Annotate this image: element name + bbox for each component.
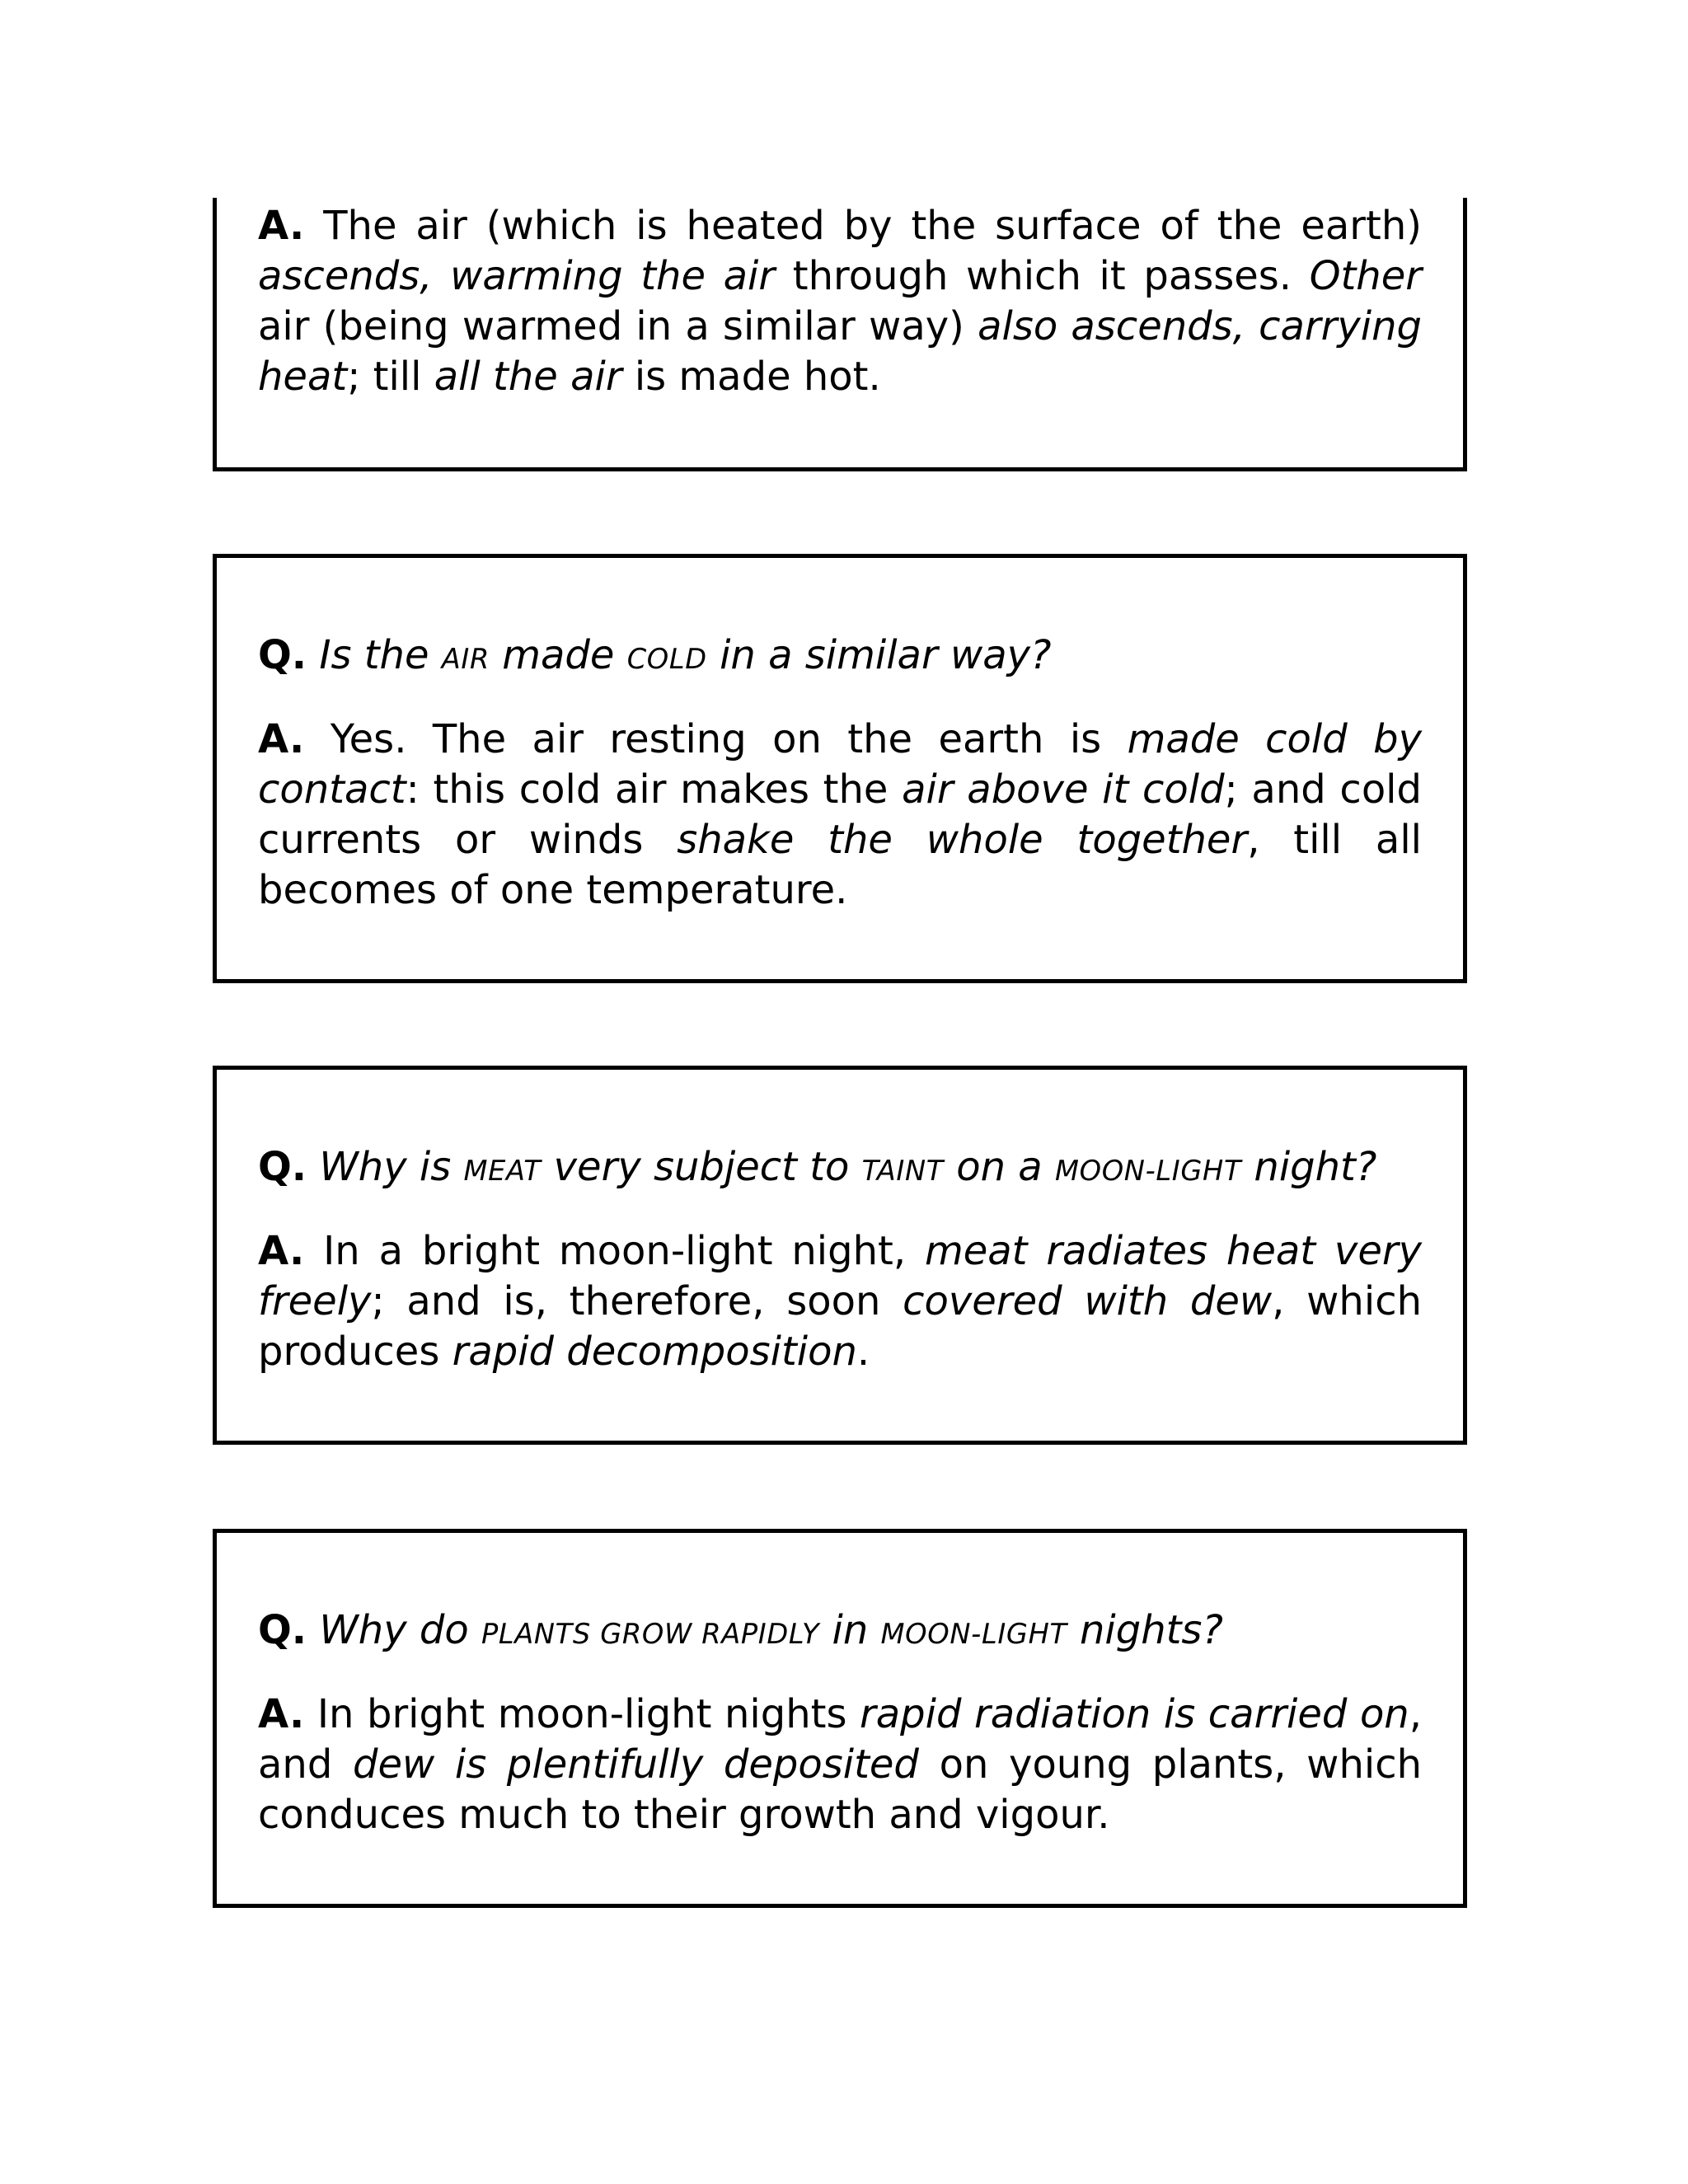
italic-run: in [819, 1607, 881, 1653]
text-run: ; and cold currents or winds [258, 766, 1422, 863]
italic-run: very subject to [541, 1144, 862, 1190]
question-label: Q. [258, 1607, 307, 1653]
italic-run: night? [1241, 1144, 1377, 1190]
italic-run: nights? [1067, 1607, 1223, 1653]
italic-run: also ascends, carrying heat [258, 303, 1422, 400]
small-caps-term: PLANTS GROW RAPIDLY [481, 1618, 820, 1650]
answer-body [258, 716, 1422, 913]
italic-run: Why is [319, 1144, 464, 1190]
text-run: through which it passes. [775, 253, 1310, 299]
small-caps-term: MOON-LIGHT [1054, 1155, 1242, 1187]
text-run: In bright moon-light nights [316, 1691, 860, 1737]
italic-run: made [490, 632, 627, 678]
text-run: ; till [347, 354, 434, 400]
italic-run: Is the [319, 632, 442, 678]
text-run: on young plants, which conduces much to their growth and vigour. [258, 1741, 1423, 1838]
text-run: ; and is, therefore, soon [371, 1278, 903, 1324]
italic-run: covered with dew [903, 1278, 1273, 1324]
italic-run: on a [943, 1144, 1055, 1190]
answer-body [258, 203, 1422, 400]
text-run: is made hot. [621, 354, 881, 400]
question-text [258, 1142, 1422, 1196]
italic-run: meat radiates heat very freely [258, 1228, 1423, 1324]
answer-text [258, 201, 1422, 402]
small-caps-term: AIR [441, 643, 490, 675]
question-body [319, 632, 1051, 678]
answer-label: A. [258, 203, 305, 249]
answer-text [258, 715, 1422, 916]
italic-run: rapid radiation is carried on [860, 1691, 1409, 1737]
answer-label: A. [258, 716, 305, 762]
small-caps-term: MOON-LIGHT [880, 1618, 1067, 1650]
italic-run: shake the whole together [677, 817, 1248, 863]
text-run: The air (which is heated by the surface of the earth) [323, 203, 1422, 249]
qa-card-4 [213, 1529, 1467, 1908]
answer-text [258, 1226, 1422, 1377]
text-run: air (being warmed in a similar way) [258, 303, 978, 349]
text-run: , till all becomes of one temperature. [258, 817, 1423, 913]
italic-run: made cold by contact [258, 716, 1423, 813]
answer-label: A. [258, 1691, 305, 1737]
small-caps-term: TAINT [861, 1155, 944, 1187]
question-body [319, 1607, 1223, 1653]
answer-text [258, 1690, 1422, 1840]
question-body [319, 1144, 1376, 1190]
italic-run: rapid decomposition [452, 1329, 857, 1375]
italic-run: Why do [319, 1607, 481, 1653]
question-label: Q. [258, 1144, 307, 1190]
text-run: In a bright moon-light night, [323, 1228, 925, 1274]
qa-card-1 [213, 198, 1467, 471]
italic-run: air above it cold [902, 766, 1225, 813]
italic-run: Other [1309, 253, 1422, 299]
text-run: , and [258, 1691, 1422, 1788]
text-run: , which produces [258, 1278, 1423, 1375]
text-run: . [856, 1329, 870, 1375]
italic-run: in a similar way? [706, 632, 1052, 678]
question-text [258, 1605, 1422, 1659]
answer-body [258, 1228, 1422, 1375]
small-caps-term: COLD [626, 643, 707, 675]
answer-label: A. [258, 1228, 305, 1274]
text-run: : this cold air makes the [406, 766, 903, 813]
answer-body [258, 1691, 1422, 1838]
italic-run: all the air [434, 354, 622, 400]
italic-run: dew is plentifully deposited [352, 1741, 919, 1788]
qa-card-2 [213, 554, 1467, 983]
question-text [258, 630, 1422, 684]
small-caps-term: MEAT [463, 1155, 542, 1187]
question-label: Q. [258, 632, 307, 678]
text-run: Yes. The air resting on the earth is [330, 716, 1128, 762]
italic-run: ascends, warming the air [258, 253, 776, 299]
qa-card-3 [213, 1066, 1467, 1445]
